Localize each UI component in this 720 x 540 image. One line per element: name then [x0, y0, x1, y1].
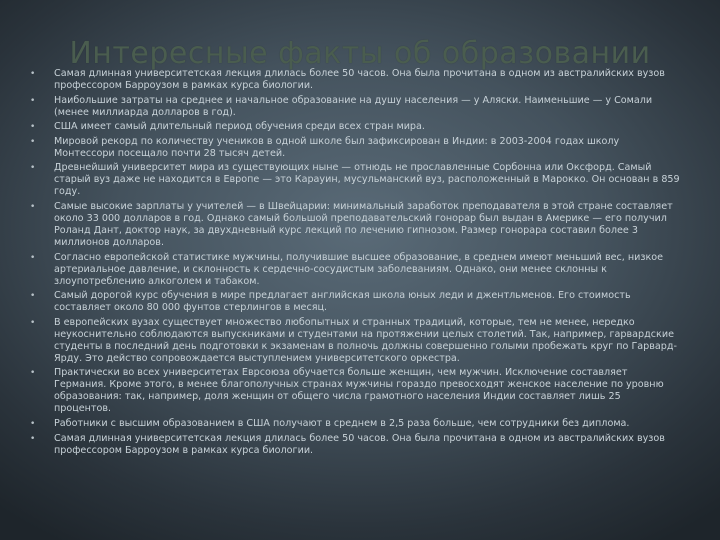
list-item — [30, 317, 680, 365]
bullet-icon: • — [30, 291, 36, 302]
bullet-icon: • — [30, 122, 36, 133]
bullet-icon: • — [30, 317, 36, 328]
fact-text: США имеет самый длительный период обучения среди всех стран мира. — [54, 121, 425, 133]
list-item — [30, 162, 680, 198]
bullet-icon: • — [30, 163, 36, 174]
list-item — [30, 68, 680, 92]
fact-text: Самая длинная университетская лекция длилась более 50 часов. Она была прочитана в одном из австралийских вузов профессором Барроузом в рамках курса биологии. — [54, 68, 665, 91]
list-item — [30, 121, 680, 133]
list-item — [30, 95, 680, 119]
fact-text: Практически во всех университетах Еврсоюза обучается больше женщин, чем мужчин. Исключение составляет Германия. Кроме этого, в менее благополучных странах мужчины гораздо превосходят женское население по уровню образования: так, например, доля женщин от общего числа грамотного населения Индии составляет лишь 25 процентов. — [54, 367, 664, 415]
list-item — [30, 418, 680, 430]
slide-title: Интересные факты об образовании — [69, 36, 651, 71]
bullet-icon: • — [30, 252, 36, 263]
fact-text: В европейских вузах существует множество любопытных и странных традиций, которые, тем не менее, нередко неукоснительно соблюдаются выпускниками и студентами на протяжении целых столетий. Так, например, гарвардские студенты в последний день подготовки к экзаменам в полночь должны совершенно голыми пробежать круг по Гарвард-Ярду. Это действо сопровождается выступлением университетского оркестра. — [54, 316, 677, 364]
facts-list — [30, 68, 680, 459]
fact-text: Самая длинная университетская лекция длилась более 50 часов. Она была прочитана в одном из австралийских вузов профессором Барроузом в рамках курса биологии. — [54, 432, 665, 456]
fact-text: Древнейший университет мира из существующих ныне — отнюдь не прославленные Сорбонна или Оксфорд. Самый старый вуз даже не находится в Европе — это Карауин, мусульманский вуз, расположенный в Марокко. Он основан в 859 году. — [54, 162, 680, 198]
bullet-icon: • — [30, 433, 36, 444]
list-item — [30, 290, 680, 314]
list-item — [30, 367, 680, 415]
fact-text: Самые высокие зарплаты у учителей — в Швейцарии: минимальный заработок преподавателя в этой стране составляет около 33 000 долларов в год. Однако самый большой преподавательский гонорар был выдан в Америке — его получил Роланд Дант, доктор наук, за двухдневный курс лекций по лечению гипнозом. Размер гонорара составил более 3 миллионов долларов. — [54, 200, 673, 248]
fact-text: Работники с высшим образованием в США получают в среднем в 2,5 раза больше, чем сотрудники без диплома. — [54, 417, 630, 429]
bullet-icon: • — [30, 368, 36, 379]
bullet-icon: • — [30, 418, 36, 429]
list-item — [30, 252, 680, 288]
fact-text: Мировой рекорд по количеству учеников в одной школе был зафиксирован в Индии: в 2003-2004 годах школу Монтессори посещало почти 28 тысяч детей. — [54, 135, 620, 159]
fact-text: Самый дорогой курс обучения в мире предлагает английская школа юных леди и джентльменов. Его стоимость составляет около 80 000 фунтов стерлингов в месяц. — [54, 290, 631, 314]
bullet-icon: • — [30, 95, 36, 106]
bullet-icon: • — [30, 136, 36, 147]
list-item — [30, 201, 680, 249]
fact-text: Наибольшие затраты на среднее и начальное образование на душу населения — у Аляски. Наименьшие — у Сомали (менее миллиарда долларов в год). — [54, 94, 653, 118]
bullet-icon: • — [30, 201, 36, 212]
list-item — [30, 433, 680, 457]
bullet-icon: • — [30, 69, 36, 79]
fact-text: Согласно европейской статистике мужчины, получившие высшее образование, в среднем имеют меньший вес, низкое артериальное давление, и склонность к сердечно-сосудистым заболеваниям. Однако, они менее склонны к злоупотреблению алкоголем и табаком. — [54, 251, 664, 287]
list-item — [30, 136, 680, 160]
